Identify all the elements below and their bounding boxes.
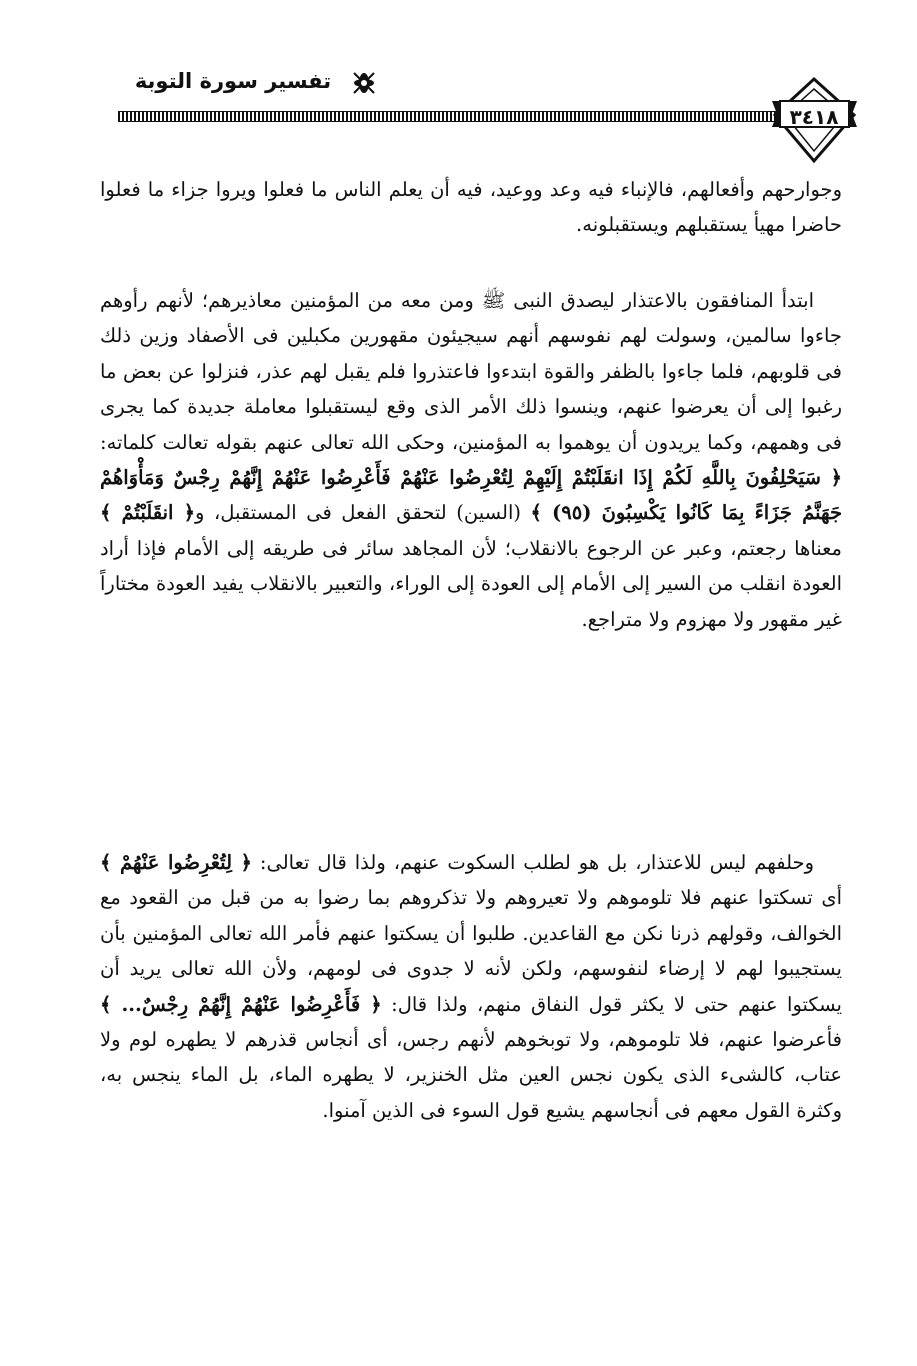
header-rule bbox=[118, 111, 778, 122]
paragraph-3-part-3: فأعرضوا عنهم، فلا تلوموهم، ولا توبخوهم لأنهم رجس، أى أنجاس قذرهم لا يطهره لوم ولا عتاب، كالشىء الذى يكون نجس العين مثل الخنزير، لا يطهره الماء، بل الماء ينجس به، وكثرة القول معهم فى أنجاسهم يشيع قول السوء فى الذين آمنوا. bbox=[100, 1028, 842, 1122]
running-title: تفسير سورة التوبة bbox=[134, 69, 332, 93]
paragraph-2 bbox=[100, 283, 842, 637]
paragraph-3-text bbox=[100, 845, 842, 1128]
quran-word-inqalabtum: ﴿ انقَلَبْتُمْ ﴾ bbox=[100, 501, 195, 525]
paragraph-3 bbox=[100, 845, 842, 1128]
quran-phrase-litu-ridu: ﴿ لِتُعْرِضُوا عَنْهُمْ ﴾ bbox=[100, 851, 252, 874]
paragraph-1-text: وجوارحهم وأفعالهم، فالإنباء فيه وعد ووعيد، فيه أن يعلم الناس ما فعلوا ويروا جزاء ما فعلوا حاضرا مهيأ يستقبلهم ويستقبلونه. bbox=[100, 178, 842, 237]
page-number: ٣٤١٨ bbox=[789, 105, 839, 129]
quran-phrase-fa-a-ridu: ﴿ فَأَعْرِضُوا عَنْهُمْ إِنَّهُمْ رِجْسٌ... ﴾ bbox=[100, 992, 382, 1016]
paragraph-2-part-1: ابتدأ المنافقون بالاعتذار ليصدق النبى ﷺ ومن معه من المؤمنين معاذيرهم؛ لأنهم رأوهم جاءوا سالمين، وسولت لهم نفوسهم أنهم سيجيئون مقهورين مكبلين فى الأصفاد وزين ذلك فى قلوبهم، فلما جاءوا بالظفر والقوة ابتدءوا فاعتذروا فلم يقبل لهم عذر، فنزلوا عن بعض ما رغبوا إلى أن يعرضوا عنهم، وينسوا ذلك الأمر الذى وقع ليستقبلوا معاملة جديدة كما يجرى فى وهمهم، وكما يريدون أن يوهموا به المؤمنين، وحكى الله تعالى عنهم بقوله تعالت كلماته: bbox=[100, 289, 842, 454]
paragraph-1 bbox=[100, 172, 842, 243]
paragraph-2-text bbox=[100, 283, 842, 637]
page-header bbox=[0, 55, 917, 155]
floral-ornament-icon bbox=[350, 69, 378, 97]
paragraph-2-part-2: (السين) لتحقق الفعل فى المستقبل، و bbox=[195, 501, 521, 525]
paragraph-2-part-3: معناها رجعتم، وعبر عن الرجوع بالانقلاب؛ لأن المجاهد سائر فى طريقه إلى الأمام فإذا أراد العودة انقلب من السير إلى الأمام إلى العودة إلى الوراء، والتعبير بالانقلاب يفيد العودة مختاراً غير مقهور ولا مهزوم ولا متراجع. bbox=[100, 536, 842, 631]
quran-verse-95: ﴿ سَيَحْلِفُونَ بِاللَّهِ لَكُمْ إِذَا انقَلَبْتُمْ إِلَيْهِمْ لِتُعْرِضُوا عَنْهُمْ فَأَعْرِضُوا عَنْهُمْ إِنَّهُمْ رِجْسٌ وَمَأْوَاهُمْ جَهَنَّمُ جَزَاءً بِمَا كَانُوا يَكْسِبُونَ (٩٥) ﴾ bbox=[100, 466, 843, 525]
paragraph-3-part-2: أى تسكتوا عنهم فلا تلوموهم ولا تعيروهم ولا تذكروهم بما رضوا به من قبل من القعود مع الخوالف، وقولهم ذرنا نكن مع القاعدين. طلبوا أن يسكتوا عنهم فأمر الله تعالى المؤمنين بأن يستجيبوا لهم لا إرضاء لنفوسهم، ولكن لأنه لا جدوى فى لومهم، ولأن الله تعالى يريد أن يسكتوا عنهم حتى لا يكثر قول النفاق منهم، ولذا قال: bbox=[100, 886, 842, 1016]
paragraph-3-part-1: وحلفهم ليس للاعتذار، بل هو لطلب السكوت عنهم، ولذا قال تعالى: bbox=[259, 851, 814, 874]
